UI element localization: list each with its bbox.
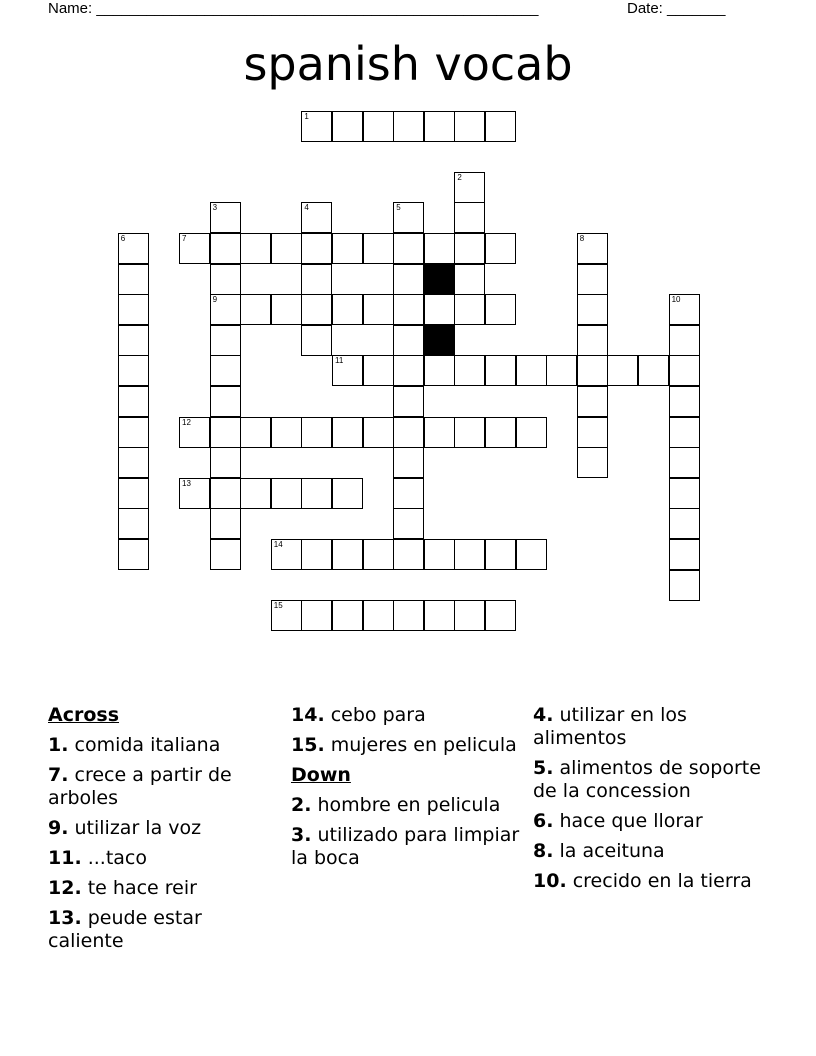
name-line: _____________________________________________________ bbox=[96, 0, 539, 17]
grid-cell[interactable] bbox=[332, 355, 363, 386]
clue-column-2 bbox=[291, 704, 521, 877]
grid-cell[interactable] bbox=[210, 417, 241, 448]
grid-cell[interactable] bbox=[669, 570, 700, 601]
clue-down-3: 3. utilizado para limpiar la boca bbox=[291, 824, 520, 869]
grid-cell[interactable] bbox=[485, 355, 516, 386]
clue-number: 14 bbox=[273, 539, 283, 549]
clue-across-15: 15. mujeres en pelicula bbox=[291, 734, 517, 756]
grid-cell[interactable] bbox=[179, 417, 210, 448]
grid-cell[interactable] bbox=[210, 539, 241, 570]
grid-cell[interactable] bbox=[454, 264, 485, 295]
grid-cell[interactable] bbox=[210, 202, 241, 233]
grid-cell[interactable] bbox=[485, 539, 516, 570]
grid-cell[interactable] bbox=[485, 417, 516, 448]
grid-cell[interactable] bbox=[424, 111, 455, 142]
page-title: spanish vocab bbox=[243, 37, 573, 91]
grid-cell[interactable] bbox=[669, 508, 700, 539]
clue-across-9: 9. utilizar la voz bbox=[48, 817, 202, 839]
grid-cell[interactable] bbox=[393, 233, 424, 264]
clue-number: 15 bbox=[273, 601, 283, 611]
grid-cell[interactable] bbox=[424, 355, 455, 386]
grid-cell[interactable] bbox=[210, 447, 241, 478]
grid-cell[interactable] bbox=[393, 294, 424, 325]
grid-cell[interactable] bbox=[271, 417, 302, 448]
clue-number: 13 bbox=[182, 478, 191, 488]
grid-cell[interactable] bbox=[546, 355, 577, 386]
clue-number: 11 bbox=[335, 356, 344, 366]
grid-cell[interactable] bbox=[669, 417, 700, 448]
grid-cell[interactable] bbox=[210, 294, 241, 325]
black-cell bbox=[424, 264, 455, 295]
grid-cell[interactable] bbox=[577, 386, 608, 417]
grid-cell[interactable] bbox=[301, 478, 332, 509]
grid-cell[interactable] bbox=[454, 111, 485, 142]
grid-cell[interactable] bbox=[393, 111, 424, 142]
grid-cell[interactable] bbox=[240, 294, 271, 325]
grid-cell[interactable] bbox=[179, 233, 210, 264]
name-label: Name: bbox=[48, 0, 93, 17]
grid-cell[interactable] bbox=[118, 539, 149, 570]
grid-cell[interactable] bbox=[393, 600, 424, 631]
grid-cell[interactable] bbox=[363, 600, 394, 631]
grid-cell[interactable] bbox=[301, 600, 332, 631]
grid-cell[interactable] bbox=[210, 508, 241, 539]
clue-number: 4 bbox=[304, 203, 309, 213]
clue-number: 9 bbox=[212, 295, 218, 305]
grid-cell[interactable] bbox=[118, 264, 149, 295]
grid-cell[interactable] bbox=[210, 478, 241, 509]
grid-cell[interactable] bbox=[393, 264, 424, 295]
clue-down-8: 8. la aceituna bbox=[533, 840, 665, 862]
grid-cell[interactable] bbox=[393, 447, 424, 478]
grid-cell[interactable] bbox=[271, 478, 302, 509]
grid-cell[interactable] bbox=[393, 539, 424, 570]
grid-cell[interactable] bbox=[669, 386, 700, 417]
grid-cell[interactable] bbox=[271, 233, 302, 264]
clue-number: 12 bbox=[182, 417, 191, 427]
grid-cell[interactable] bbox=[118, 508, 149, 539]
grid-cell[interactable] bbox=[332, 111, 363, 142]
grid-cell[interactable] bbox=[118, 325, 149, 356]
grid-cell[interactable] bbox=[669, 355, 700, 386]
grid-cell[interactable] bbox=[118, 417, 149, 448]
grid-cell[interactable] bbox=[240, 478, 271, 509]
clue-across-7: 7. crece a partir de arboles bbox=[48, 764, 232, 809]
grid-cell[interactable] bbox=[301, 111, 332, 142]
grid-cell[interactable] bbox=[424, 294, 455, 325]
grid-cell[interactable] bbox=[454, 233, 485, 264]
clue-number: 7 bbox=[182, 233, 187, 243]
grid-cell[interactable] bbox=[393, 325, 424, 356]
grid-cell[interactable] bbox=[332, 600, 363, 631]
black-cell bbox=[424, 325, 455, 356]
grid-cell[interactable] bbox=[118, 294, 149, 325]
grid-cell[interactable] bbox=[669, 447, 700, 478]
grid-cell[interactable] bbox=[271, 539, 302, 570]
grid-cell[interactable] bbox=[332, 539, 363, 570]
grid-cell[interactable] bbox=[118, 355, 149, 386]
grid-cell[interactable] bbox=[301, 417, 332, 448]
grid-cell[interactable] bbox=[363, 355, 394, 386]
grid-cell[interactable] bbox=[424, 600, 455, 631]
grid-cell[interactable] bbox=[301, 325, 332, 356]
grid-cell[interactable] bbox=[271, 294, 302, 325]
grid-cell[interactable] bbox=[240, 233, 271, 264]
grid-cell[interactable] bbox=[516, 417, 547, 448]
clue-across-12: 12. te hace reir bbox=[48, 877, 197, 899]
grid-cell[interactable] bbox=[240, 417, 271, 448]
clue-down-2: 2. hombre en pelicula bbox=[291, 794, 501, 816]
grid-cell[interactable] bbox=[118, 478, 149, 509]
grid-cell[interactable] bbox=[454, 294, 485, 325]
grid-cell[interactable] bbox=[454, 539, 485, 570]
grid-cell[interactable] bbox=[118, 447, 149, 478]
grid-cell[interactable] bbox=[577, 264, 608, 295]
clue-number: 5 bbox=[396, 203, 401, 213]
grid-cell[interactable] bbox=[669, 294, 700, 325]
grid-cell[interactable] bbox=[393, 386, 424, 417]
grid-cell[interactable] bbox=[301, 294, 332, 325]
grid-cell[interactable] bbox=[118, 386, 149, 417]
grid-cell[interactable] bbox=[332, 233, 363, 264]
grid-cell[interactable] bbox=[301, 233, 332, 264]
across-heading: Across bbox=[48, 704, 120, 726]
grid-cell[interactable] bbox=[454, 600, 485, 631]
grid-cell[interactable] bbox=[577, 447, 608, 478]
grid-cell[interactable] bbox=[485, 294, 516, 325]
grid-cell[interactable] bbox=[516, 355, 547, 386]
grid-cell[interactable] bbox=[424, 417, 455, 448]
clue-number: 2 bbox=[457, 172, 462, 182]
date-line: _______ bbox=[667, 0, 726, 17]
grid-cell[interactable] bbox=[363, 539, 394, 570]
grid-cell[interactable] bbox=[363, 294, 394, 325]
clue-column-3 bbox=[533, 704, 763, 900]
grid-cell[interactable] bbox=[363, 111, 394, 142]
grid-cell[interactable] bbox=[638, 355, 669, 386]
grid-cell[interactable] bbox=[577, 233, 608, 264]
clue-across-14: 14. cebo para bbox=[291, 704, 426, 726]
grid-cell[interactable] bbox=[301, 202, 332, 233]
grid-cell[interactable] bbox=[577, 294, 608, 325]
grid-cell[interactable] bbox=[301, 539, 332, 570]
grid-cell[interactable] bbox=[516, 539, 547, 570]
grid-cell[interactable] bbox=[179, 478, 210, 509]
grid-cell[interactable] bbox=[210, 386, 241, 417]
grid-cell[interactable] bbox=[210, 355, 241, 386]
clue-number: 3 bbox=[212, 203, 218, 213]
grid-cell[interactable] bbox=[393, 417, 424, 448]
clue-across-13: 13. peude estar caliente bbox=[48, 907, 202, 952]
clue-across-11: 11. ...taco bbox=[48, 847, 148, 869]
grid-cell[interactable] bbox=[669, 539, 700, 570]
grid-cell[interactable] bbox=[577, 325, 608, 356]
grid-cell[interactable] bbox=[363, 233, 394, 264]
grid-cell[interactable] bbox=[393, 202, 424, 233]
grid-cell[interactable] bbox=[301, 264, 332, 295]
clue-down-6: 6. hace que llorar bbox=[533, 810, 703, 832]
grid-cell[interactable] bbox=[393, 508, 424, 539]
grid-cell[interactable] bbox=[424, 539, 455, 570]
clue-number: 8 bbox=[579, 233, 585, 243]
grid-cell[interactable] bbox=[454, 202, 485, 233]
clue-down-4: 4. utilizar en los alimentos bbox=[533, 704, 687, 749]
clue-number: 6 bbox=[120, 233, 126, 243]
grid-cell[interactable] bbox=[393, 355, 424, 386]
grid-cell[interactable] bbox=[393, 478, 424, 509]
grid-cell[interactable] bbox=[669, 325, 700, 356]
grid-cell[interactable] bbox=[607, 355, 638, 386]
clue-down-5: 5. alimentos de soporte de la concession bbox=[533, 757, 761, 802]
grid-cell[interactable] bbox=[332, 417, 363, 448]
grid-cell[interactable] bbox=[454, 417, 485, 448]
grid-cell[interactable] bbox=[332, 478, 363, 509]
grid-cell[interactable] bbox=[271, 600, 302, 631]
down-heading: Down bbox=[291, 764, 351, 786]
grid-cell[interactable] bbox=[485, 111, 516, 142]
grid-cell[interactable] bbox=[363, 417, 394, 448]
grid-cell[interactable] bbox=[332, 294, 363, 325]
grid-cell[interactable] bbox=[485, 600, 516, 631]
grid-cell[interactable] bbox=[210, 264, 241, 295]
clue-number: 1 bbox=[304, 111, 309, 121]
grid-cell[interactable] bbox=[118, 233, 149, 264]
grid-cell[interactable] bbox=[577, 355, 608, 386]
grid-cell[interactable] bbox=[669, 478, 700, 509]
grid-cell[interactable] bbox=[454, 355, 485, 386]
grid-cell[interactable] bbox=[210, 233, 241, 264]
clue-across-1: 1. comida italiana bbox=[48, 734, 221, 756]
grid-cell[interactable] bbox=[210, 325, 241, 356]
grid-cell[interactable] bbox=[454, 172, 485, 203]
clue-number: 10 bbox=[671, 295, 681, 305]
grid-cell[interactable] bbox=[424, 233, 455, 264]
date-label: Date: bbox=[627, 0, 663, 17]
clue-down-10: 10. crecido en la tierra bbox=[533, 870, 752, 892]
clue-column-1 bbox=[48, 704, 278, 960]
grid-cell[interactable] bbox=[577, 417, 608, 448]
grid-cell[interactable] bbox=[485, 233, 516, 264]
